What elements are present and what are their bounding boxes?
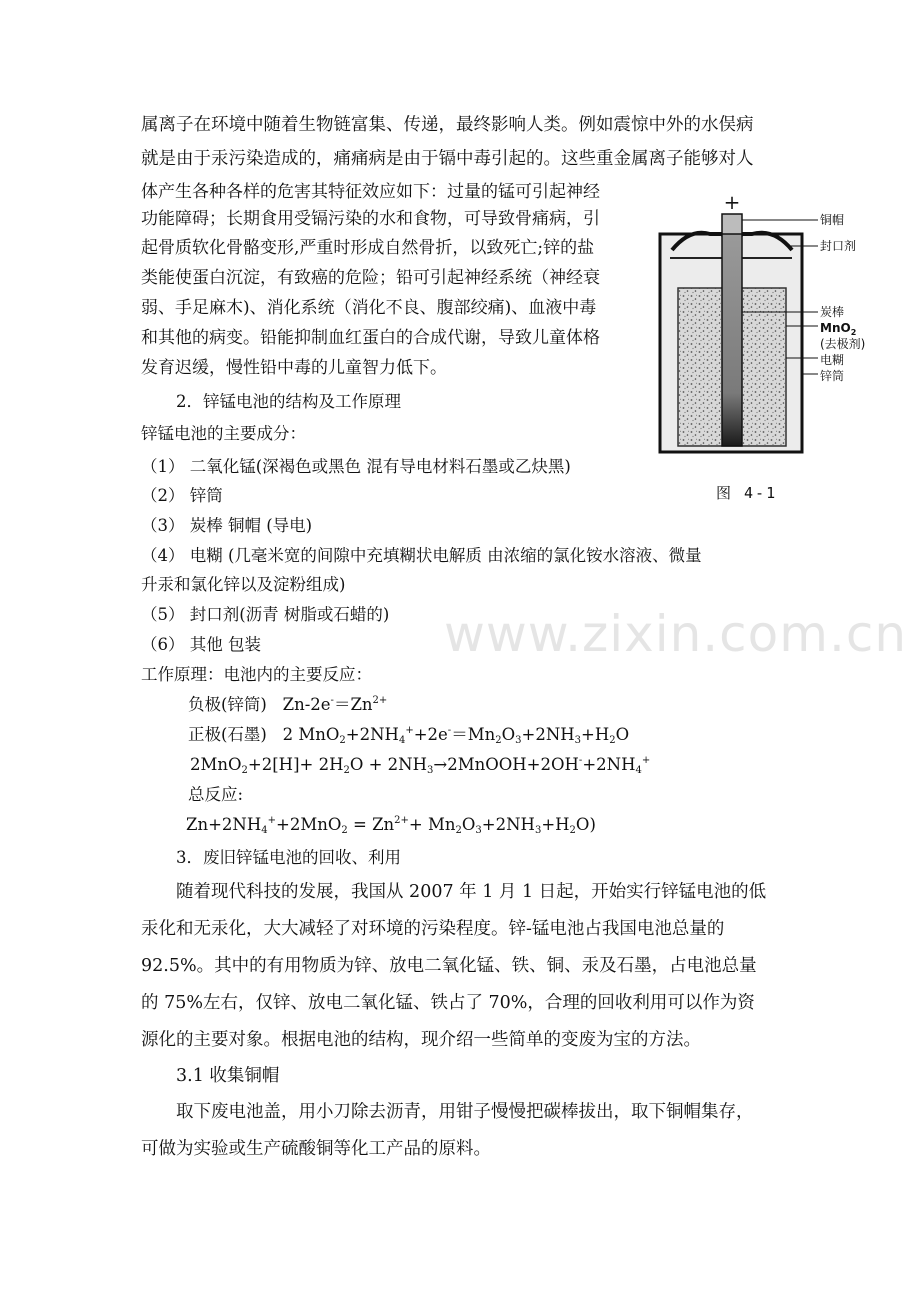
watermark: www.zixin.com.cn: [444, 605, 908, 663]
list-number: （2）: [141, 486, 185, 505]
list-text: 二氧化锰(深褐色或黑色 混有导电材料石墨或乙炔黑): [189, 457, 571, 476]
equation-label: 正极(石墨): [188, 725, 267, 744]
list-number: （1）: [141, 457, 185, 476]
list-text: 炭棒 铜帽 (导电): [189, 516, 313, 535]
label-zinc-case: 锌筒: [820, 369, 845, 383]
paragraph-line: 起骨质软化骨骼变形,严重时形成自然骨折，以致死亡;锌的盐: [141, 238, 595, 258]
paragraph-line: 就是由于汞污染造成的，痛痛病是由于镉中毒引起的。这些重金属离子能够对人: [141, 149, 754, 169]
list-text: 封口剂(沥青 树脂或石蜡的): [189, 605, 390, 624]
equation-positive: 正极(石墨) 2 $MnO_2+2NH_4^++2e^-=Mn_2O_3+2NH_3+H_2O$: [188, 725, 630, 746]
label-depolarizer: (去极剂): [820, 337, 866, 351]
sub-heading: 3.1 收集铜帽: [176, 1066, 280, 1086]
principle-line: 工作原理：电池内的主要反应：: [141, 665, 372, 684]
label-carbon-rod: 炭棒: [820, 305, 845, 319]
list-item: [141, 518, 312, 535]
label-sealant: 封口剂: [820, 239, 857, 253]
label-copper-cap: 铜帽: [820, 213, 845, 227]
paragraph-line: 汞化和无汞化，大大减轻了对环境的污染程度。锌-锰电池占我国电池总量的: [141, 919, 725, 939]
list-number: （4）: [141, 546, 185, 565]
paragraph-line: 取下废电池盖，用小刀除去沥青，用钳子慢慢把碳棒拔出，取下铜帽集存，: [176, 1102, 754, 1122]
list-item: [141, 459, 571, 476]
figure-caption: 图 4-1: [716, 484, 778, 502]
label-mno2: MnO$_2$: [820, 321, 857, 337]
list-item: [141, 488, 223, 505]
equation-label: 负极(锌筒): [188, 695, 267, 714]
list-text: 电糊 (几毫米宽的间隙中充填糊状电解质 由浓缩的氯化铵水溶液、微量: [189, 546, 702, 565]
paragraph-line: 弱、手足麻木)、消化系统（消化不良、腹部绞痛)、血液中毒: [141, 298, 597, 318]
paragraph-line: 92.5%。其中的有用物质为锌、放电二氧化锰、铁、铜、汞及石墨，占电池总量: [141, 956, 757, 976]
list-number: （6）: [141, 635, 185, 654]
equation-total-label: 总反应:: [188, 785, 244, 804]
list-number: （5）: [141, 605, 185, 624]
paragraph-line: 类能使蛋白沉淀，有致癌的危险；铅可引起神经系统（神经衰: [141, 268, 600, 288]
label-paste: 电糊: [820, 353, 845, 367]
list-item-continuation: 升汞和氯化锌以及淀粉组成): [141, 575, 346, 594]
equation-total: $Zn+2NH_4^++2MnO_2 = Zn^{2+}+ Mn_2O_3+2NH_3+H_2O$): [186, 815, 596, 836]
paragraph-line: 随着现代科技的发展，我国从 2007 年 1 月 1 日起，开始实行锌锰电池的低: [176, 882, 767, 902]
list-item: [141, 637, 261, 654]
paragraph-line: 体产生各种各样的危害其特征效应如下：过量的锰可引起神经: [141, 182, 600, 202]
paragraph-line: 源化的主要对象。根据电池的结构，现介绍一些简单的变废为宝的方法。: [141, 1030, 701, 1050]
list-number: （3）: [141, 516, 185, 535]
battery-diagram: [650, 190, 890, 520]
section-heading: 2．锌锰电池的结构及工作原理: [176, 392, 401, 411]
list-text: 其他 包装: [189, 635, 261, 654]
paragraph-line: 的 75%左右，仅锌、放电二氧化锰、铁占了 70%，合理的回收利用可以作为资: [141, 993, 755, 1013]
plus-sign: +: [723, 190, 741, 214]
equation-negative: 负极(锌筒) $Zn-2e^-=Zn^{2+}$: [188, 695, 388, 714]
equation-alt: $2MnO_2+2[H]+ 2H_2O$ + $2NH_3\to 2MnOOH+2OH^-+2NH_4^+$: [190, 755, 651, 776]
copper-cap: [722, 214, 742, 236]
section-heading: 3．废旧锌锰电池的回收、利用: [176, 848, 401, 867]
carbon-rod: [722, 234, 742, 446]
paragraph-line: 功能障碍；长期食用受镉污染的水和食物，可导致骨痛病，引: [141, 209, 600, 229]
paragraph-line: 发育迟缓，慢性铅中毒的儿童智力低下。: [141, 358, 447, 378]
list-text: 锌筒: [189, 486, 223, 505]
list-item: [141, 607, 389, 624]
paragraph-line: 可做为实验或生产硫酸铜等化工产品的原料。: [141, 1139, 491, 1159]
section-intro: 锌锰电池的主要成分：: [141, 424, 306, 443]
paragraph-line: 和其他的病变。铅能抑制血红蛋白的合成代谢，导致儿童体格: [141, 328, 600, 348]
list-item: [141, 548, 702, 565]
paragraph-line: 属离子在环境中随着生物链富集、传递，最终影响人类。例如震惊中外的水俣病: [141, 115, 754, 135]
